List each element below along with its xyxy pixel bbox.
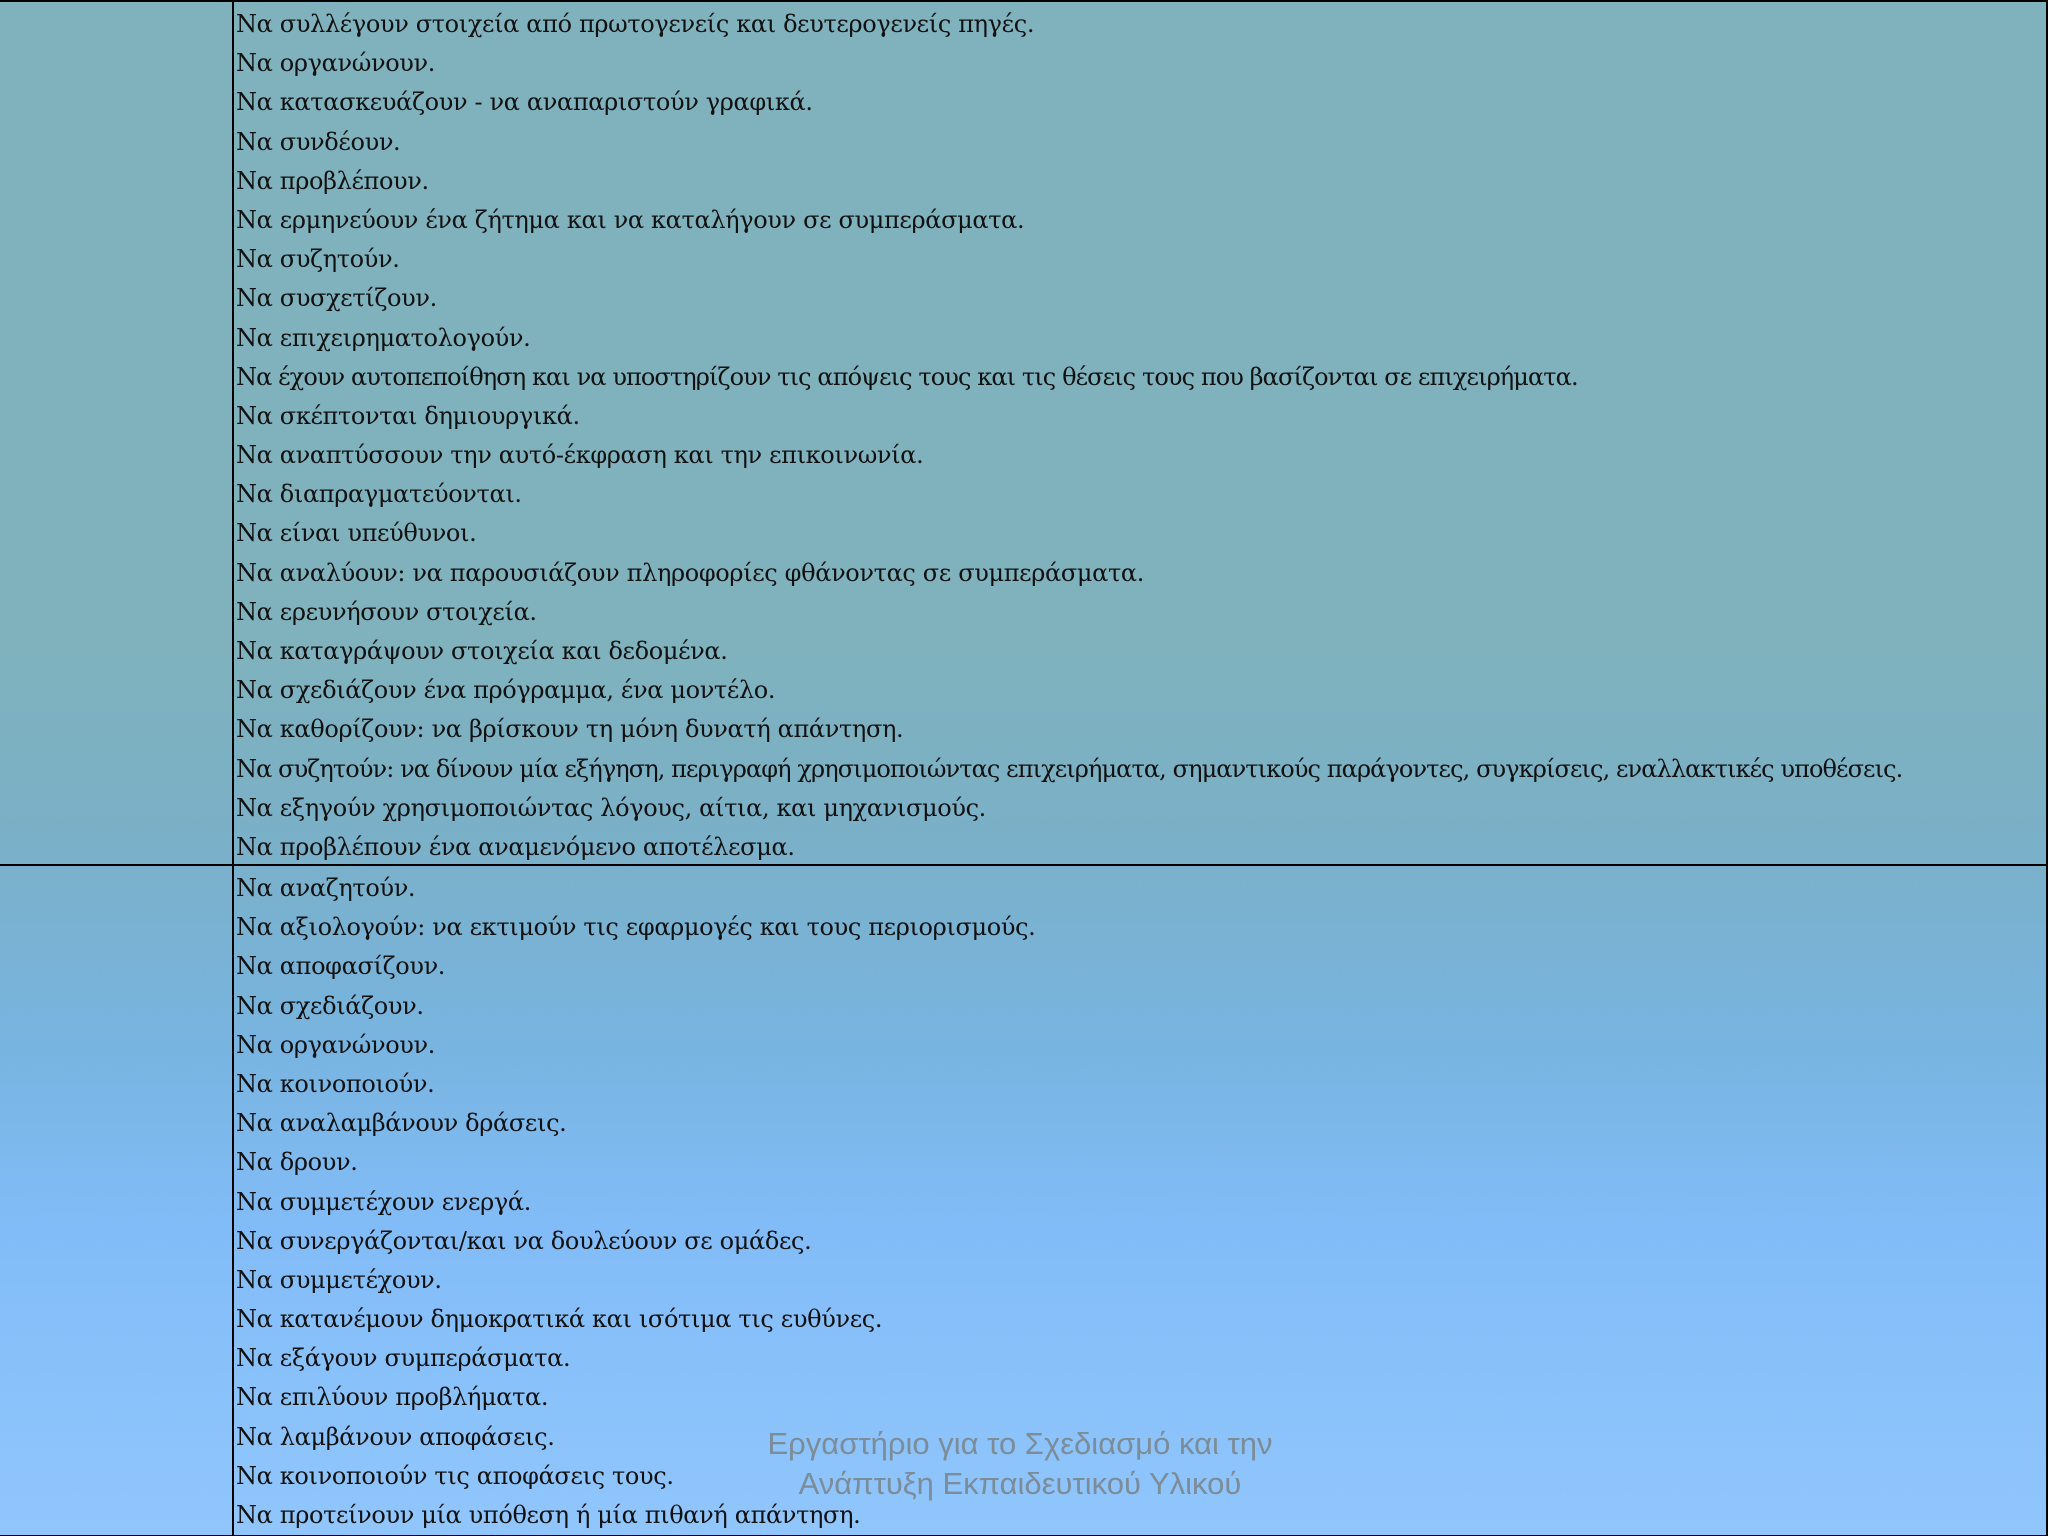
list-item: Να προτείνουν μία υπόθεση ή μία πιθανή απάντηση. bbox=[236, 1501, 861, 1529]
objectives-list bbox=[236, 2, 2046, 867]
list-item: Να συσχετίζουν. bbox=[236, 284, 437, 313]
list-item: Να κατανέμουν δημοκρατικά και ισότιμα τις ευθύνες. bbox=[236, 1305, 883, 1334]
list-item: Να αναλύουν: να παρουσιάζουν πληροφορίες φθάνοντας σε συμπεράσματα. bbox=[236, 558, 1145, 587]
list-item: Να καταγράψουν στοιχεία και δεδομένα. bbox=[236, 637, 728, 665]
list-item: Να λαμβάνουν αποφάσεις. bbox=[236, 1422, 555, 1451]
watermark bbox=[720, 1424, 1320, 1504]
list-item: Να αναζητούν. bbox=[236, 874, 416, 902]
list-item: Να έχουν αυτοπεποίθηση και να υποστηρίζουν τις απόψεις τους και τις θέσεις τους που βασίζονται σε επιχειρήματα. bbox=[236, 362, 1578, 391]
list-item: Να συζητούν: να δίνουν μία εξήγηση, περιγραφή χρησιμοποιώντας επιχειρήματα, σημαντικούς παράγοντες, συγκρίσεις, εναλλακτικές υποθέσεις. bbox=[236, 754, 1903, 783]
list-item: Να ερμηνεύουν ένα ζήτημα και να καταλήγουν σε συμπεράσματα. bbox=[236, 205, 1025, 234]
list-item: Να συζητούν. bbox=[236, 245, 400, 274]
list-item: Να συλλέγουν στοιχεία από πρωτογενείς και δευτερογενείς πηγές. bbox=[236, 10, 1035, 38]
list-item: Να συμμετέχουν ενεργά. bbox=[236, 1187, 531, 1216]
list-item: Να αξιολογούν: να εκτιμούν τις εφαρμογές και τους περιορισμούς. bbox=[236, 913, 1036, 942]
list-item: Να κοινοποιούν. bbox=[236, 1069, 435, 1098]
list-item: Να επιλύουν προβλήματα. bbox=[236, 1383, 549, 1412]
list-item: Να κατασκευάζουν - να αναπαριστούν γραφικά. bbox=[236, 88, 813, 117]
list-item: Να συμμετέχουν. bbox=[236, 1265, 442, 1294]
list-item: Να εξάγουν συμπεράσματα. bbox=[236, 1344, 571, 1373]
list-item: Να προβλέπουν. bbox=[236, 166, 429, 195]
list-item: Να αναπτύσσουν την αυτό-έκφραση και την επικοινωνία. bbox=[236, 441, 924, 470]
list-item: Να είναι υπεύθυνοι. bbox=[236, 519, 477, 548]
list-item: Να διαπραγματεύονται. bbox=[236, 480, 522, 509]
list-item: Να ερευνήσουν στοιχεία. bbox=[236, 597, 537, 626]
list-item: Να καθορίζουν: να βρίσκουν τη μόνη δυνατή απάντηση. bbox=[236, 715, 904, 744]
list-item: Να αποφασίζουν. bbox=[236, 952, 446, 981]
list-item: Να προβλέπουν ένα αναμενόμενο αποτέλεσμα. bbox=[236, 832, 795, 861]
watermark-line: Ανάπτυξη Εκπαιδευτικού Υλικού bbox=[798, 1466, 1242, 1501]
list-item: Να κοινοποιούν τις αποφάσεις τους. bbox=[236, 1461, 674, 1490]
list-item: Να εξηγούν χρησιμοποιώντας λόγους, αίτια, και μηχανισμούς. bbox=[236, 793, 986, 822]
list-item: Να συνεργάζονται/και να δουλεύουν σε ομάδες. bbox=[236, 1226, 812, 1255]
list-item: Να δρουν. bbox=[236, 1148, 358, 1177]
list-item: Να συνδέουν. bbox=[236, 127, 401, 156]
watermark-line: Εργαστήριο για το Σχεδιασμό και την bbox=[767, 1426, 1273, 1461]
list-item: Να σχεδιάζουν. bbox=[236, 991, 424, 1020]
row-label-cell bbox=[0, 2, 234, 866]
row-label-cell bbox=[0, 866, 234, 1535]
list-item: Να οργανώνουν. bbox=[236, 49, 436, 78]
list-item: Να σχεδιάζουν ένα πρόγραμμα, ένα μοντέλο. bbox=[236, 676, 776, 705]
list-item: Να επιχειρηματολογούν. bbox=[236, 323, 531, 352]
row-items-cell bbox=[236, 2, 2046, 866]
list-item: Να αναλαμβάνουν δράσεις. bbox=[236, 1109, 567, 1138]
list-item: Να σκέπτονται δημιουργικά. bbox=[236, 401, 580, 430]
list-item: Να οργανώνουν. bbox=[236, 1030, 436, 1059]
